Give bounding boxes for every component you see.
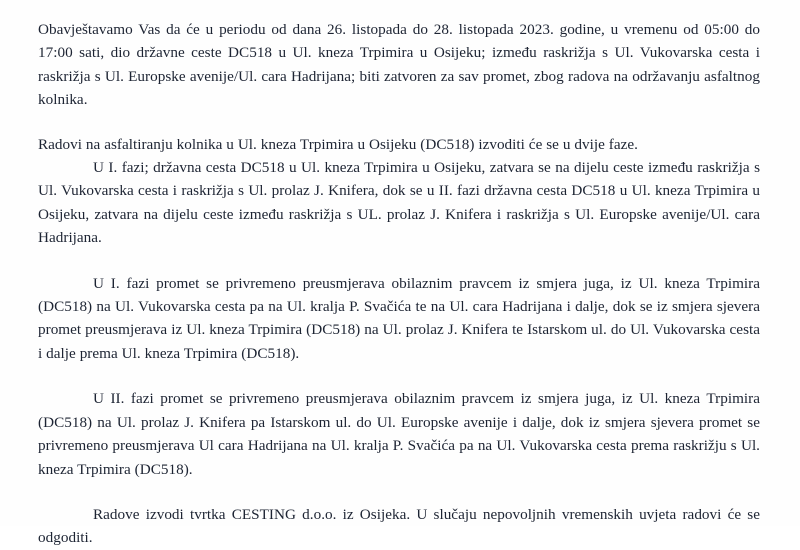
paragraph-phase-one-detour: U I. fazi promet se privremeno preusmjerava obilaznim pravcem iz smjera juga, iz Ul. kneza Trpimira (DC518) na Ul. Vukovarska cesta pa na Ul. kralja P. Svačića te na Ul. cara Hadrijana i dalje, dok se iz smjera sjevera promet preusmjerava iz Ul. kneza Trpimira (DC518) na Ul. prolaz J. Knifera te Istarskom ul. do Ul. Vukovarska cesta i dalje prema Ul. kneza Trpimira (DC518). bbox=[38, 274, 760, 362]
paragraph-phase-descriptions: U I. fazi; državna cesta DC518 u Ul. kneza Trpimira u Osijeku, zatvara se na dijelu ceste između raskrižja s Ul. Vukovarska cesta i raskrižja s Ul. prolaz J. Knifera, dok se u II. fazi državna cesta DC518 u Ul. kneza Trpimira u Osijeku, zatvara na dijelu ceste između raskrižja s UL. prolaz J. Knifera i raskrižja s Ul. Europske avenije/Ul. cara Hadrijana. bbox=[38, 159, 760, 247]
paragraph-two-phases: Radovi na asfaltiranju kolnika u Ul. kneza Trpimira u Osijeku (DC518) izvoditi će se u dvije faze. bbox=[38, 135, 638, 153]
paragraph-closure-notice: Obavještavamo Vas da će u periodu od dana 26. listopada do 28. listopada 2023. godine, u vremenu od 05:00 do 17:00 sati, dio državne ceste DC518 u Ul. kneza Trpimira u Osijeku; između raskrižja s Ul. Vukovarska cesta i raskrižja s Ul. Europske avenije/Ul. cara Hadrijana; biti zatvoren za sav promet, zbog radova na održavanju asfaltnog kolnika. bbox=[38, 21, 760, 109]
paragraph-phase-two-detour: U II. fazi promet se privremeno preusmjerava obilaznim pravcem iz smjera juga, iz Ul. kneza Trpimira (DC518) na Ul. prolaz J. Knifera pa Istarskom ul. do Ul. Europske avenije i dalje, dok iz smjera sjevera promet se privremeno preusmjerava Ul cara Hadrijana na Ul. kralja P. Svačića pa na Ul. Vukovarska cesta prema raskrižju s Ul. kneza Trpimira (DC518). bbox=[38, 390, 760, 478]
paragraph-contractor: Radove izvodi tvrtka CESTING d.o.o. iz Osijeka. U slučaju nepovoljnih vremenskih uvjeta radovi će se odgoditi. bbox=[38, 505, 760, 547]
document-body bbox=[38, 18, 760, 550]
